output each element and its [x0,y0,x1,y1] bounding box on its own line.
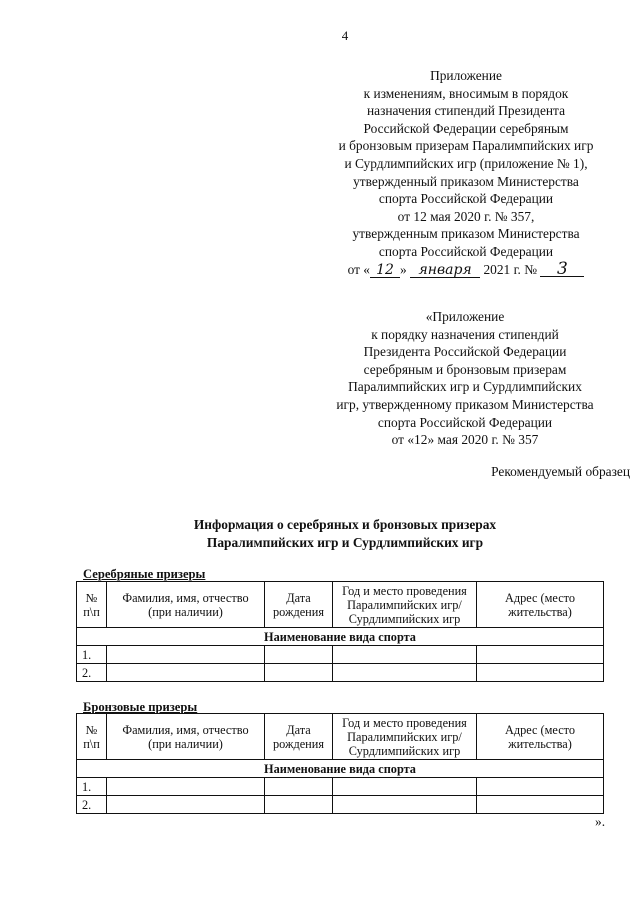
row-number: 2. [77,796,107,814]
original-line: спорта Российской Федерации [377,414,553,430]
recommended-sample-label: Рекомендуемый образец [491,464,630,479]
header-birth-date: Дата рождения [265,582,333,628]
order-year: 2021 г. № [483,261,538,277]
row-number: 1. [77,778,107,796]
title-line-2: Паралимпийских игр и Сурдлимпийских игр [206,535,484,550]
table-row [77,664,604,682]
order-day-handwritten: 12 [370,263,400,278]
page-number: 4 [341,28,349,43]
order-month-handwritten: января [410,263,480,278]
sport-name-row [77,628,604,646]
appendix-line: утвержденный приказом Министерства [353,173,579,189]
sport-name-row [77,760,604,778]
original-line: к порядку назначения стипендий [371,326,559,342]
original-line: игр, утвержденному приказом Министерства [336,396,594,412]
original-line: Паралимпийских игр и Сурдлимпийских [348,379,582,395]
table-row [77,778,604,796]
appendix-line: спорта Российской Федерации [378,243,554,259]
header-number: № п\п [77,714,107,760]
appendix-line: спорта Российской Федерации [378,191,554,207]
header-number: № п\п [77,582,107,628]
appendix-line: от 12 мая 2020 г. № 357, [397,208,535,224]
row-number: 1. [77,646,107,664]
silver-table [76,581,604,682]
sport-name-cell: Наименование вида спорта [77,760,604,778]
appendix-line: и Сурдлимпийских игр (приложение № 1), [344,155,588,171]
header-full-name: Фамилия, имя, отчество (при наличии) [107,714,265,760]
closing-quote: ». [595,814,606,829]
header-address: Адрес (место жительства) [477,582,604,628]
bronze-table [76,713,604,814]
appendix-line: назначения стипендий Президента [366,103,566,119]
header-birth-date: Дата рождения [265,714,333,760]
order-date-mid: » [400,261,407,277]
table-row [77,646,604,664]
appendix-line: и бронзовым призерам Паралимпийских игр [338,138,594,154]
original-appendix-block [300,308,630,449]
sport-name-cell: Наименование вида спорта [77,628,604,646]
table-header-row [77,714,604,760]
appendix-line: Приложение [430,68,502,83]
row-number: 2. [77,664,107,682]
original-line: «Приложение [425,309,505,324]
header-address: Адрес (место жительства) [477,714,604,760]
table-row [77,796,604,814]
appendix-line: к изменениям, вносимым в порядок [363,85,569,101]
original-line: Президента Российской Федерации [363,344,567,360]
appendix-line: утвержденным приказом Министерства [352,226,580,242]
appendix-heading-block [296,67,636,278]
order-date-prefix: от « [347,261,371,277]
table-header-row [77,582,604,628]
header-games-year-place: Год и место проведения Паралимпийских игр/ Сурдлимпийских игр [333,582,477,628]
bronze-section-label: Бронзовые призеры [83,700,198,714]
header-full-name: Фамилия, имя, отчество (при наличии) [107,582,265,628]
original-line: серебряным и бронзовым призерам [363,361,567,377]
silver-section-label: Серебряные призеры [83,567,206,581]
document-title [0,516,640,552]
header-games-year-place: Год и место проведения Паралимпийских игр/ Сурдлимпийских игр [333,714,477,760]
appendix-line: Российской Федерации серебряным [363,120,569,136]
order-number-handwritten: 3 [540,262,584,277]
original-line: от «12» мая 2020 г. № 357 [391,432,539,448]
title-line-1: Информация о серебряных и бронзовых призерах [193,517,497,532]
order-date-line [296,258,636,279]
